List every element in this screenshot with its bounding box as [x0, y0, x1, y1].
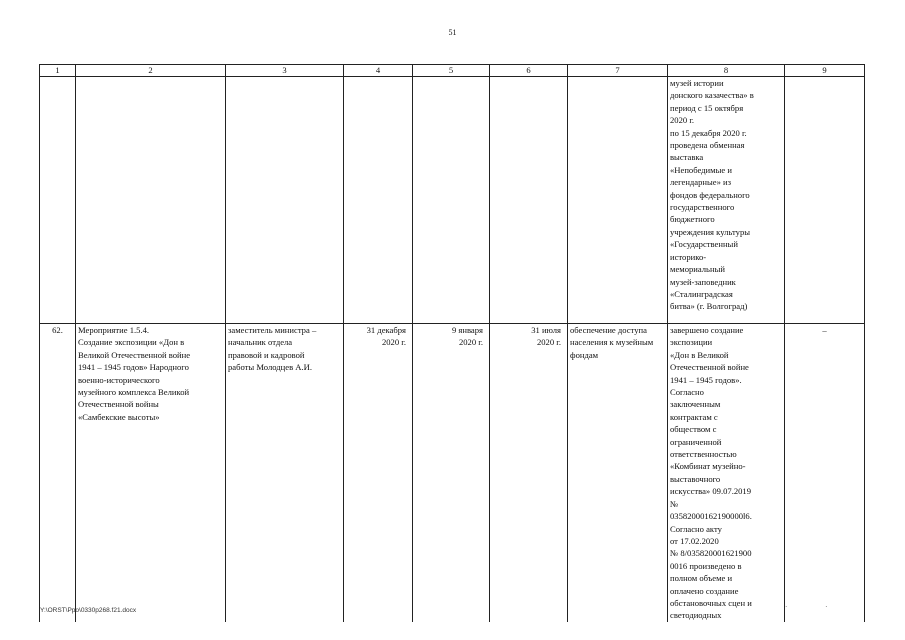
report-table [39, 64, 865, 622]
column-number: 2 [76, 65, 226, 77]
row-number-cell [40, 77, 76, 324]
actual-result-cell: завершено создание экспозиции «Дон в Великой Отечественной войне 1941 – 1945 годов». Согласно заключенным контрактам с обществом с ограниченной ответственностью «Комбинат музейно- выставочного искусства» 09.07.2019 № 03582000162190000l6. Согласно акту от 17.02.2020 № 8/035820001621900 0016 произведено в полном объеме и оплачено создание обстановочных сцен и светодиодных [668, 324, 785, 622]
problems-cell: – [785, 324, 865, 622]
column-number: 6 [490, 65, 568, 77]
start-date-cell [413, 77, 490, 324]
page-number: 51 [448, 28, 457, 37]
column-number: 7 [568, 65, 668, 77]
column-number: 4 [344, 65, 413, 77]
expected-result-cell: обеспечение доступа населения к музейным фондам [568, 324, 668, 622]
column-number: 3 [226, 65, 344, 77]
scan-artifact-dots: · · [785, 603, 846, 611]
end-date-cell [490, 77, 568, 324]
responsible-cell: заместитель министра – начальник отдела правовой и кадровой работы Молодцев А.И. [226, 324, 344, 622]
table-row-continuation [40, 77, 865, 324]
column-number: 9 [785, 65, 865, 77]
problems-cell [785, 77, 865, 324]
row-number-cell: 62. [40, 324, 76, 622]
start-date-cell: 9 января 2020 г. [413, 324, 490, 622]
column-number-row [40, 65, 865, 77]
planned-date-cell [344, 77, 413, 324]
activity-cell: Мероприятие 1.5.4. Создание экспозиции «Дон в Великой Отечественной войне 1941 – 1945 годов» Народного военно-исторического музейного комплекса Великой Отечественной войны «Самбекские высоты» [76, 324, 226, 622]
column-number: 1 [40, 65, 76, 77]
end-date-cell: 31 июля 2020 г. [490, 324, 568, 622]
planned-date-cell: 31 декабря 2020 г. [344, 324, 413, 622]
column-number: 8 [668, 65, 785, 77]
activity-cell [76, 77, 226, 324]
responsible-cell [226, 77, 344, 324]
actual-result-cell: музей истории донского казачества» в период с 15 октября 2020 г. по 15 декабря 2020 г. проведена обменная выставка «Непобедимые и легендарные» из фондов федерального государственного бюджетного учреждения культуры «Государственный историко- мемориальный музей-заповедник «Сталинградская битва» (г. Волгоград) [668, 77, 785, 324]
expected-result-cell [568, 77, 668, 324]
table-row-62 [40, 324, 865, 622]
column-number: 5 [413, 65, 490, 77]
footer-file-path: Y:\ORST\Ppo\0330p268.f21.docx [40, 607, 137, 614]
